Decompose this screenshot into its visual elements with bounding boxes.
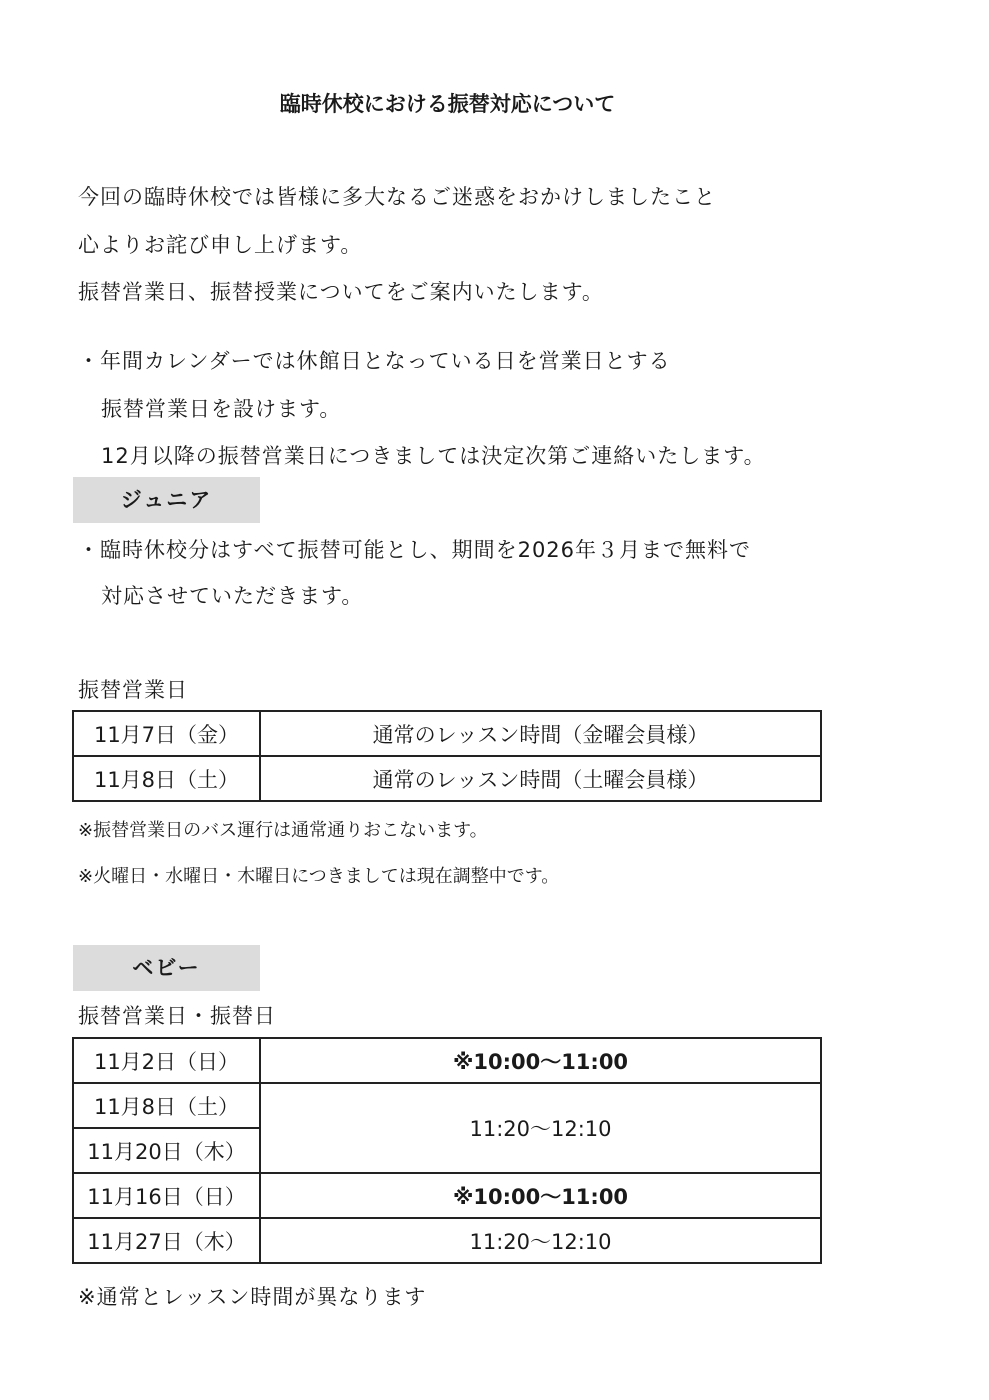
table-row [73, 1083, 821, 1128]
time-cell: ※10:00〜11:00 [260, 1038, 821, 1083]
intro-line-3: 振替営業日、振替授業についてをご案内いたします。 [78, 280, 604, 304]
page-title: 臨時休校における振替対応について [279, 92, 616, 116]
baby-note: ※通常とレッスン時間が異なります [78, 1285, 427, 1309]
date-cell: 11月16日（日） [73, 1173, 260, 1218]
lesson-cell: 通常のレッスン時間（金曜会員様） [260, 711, 821, 756]
notice-line-2: 振替営業日を設けます。 [101, 397, 342, 421]
date-cell: 11月2日（日） [73, 1038, 260, 1083]
intro-line-1: 今回の臨時休校では皆様に多大なるご迷惑をおかけしましたこと [78, 185, 716, 209]
junior-line-2: 対応させていただきます。 [101, 584, 364, 608]
time-cell: 11:20〜12:10 [260, 1083, 821, 1173]
notice-line-3: 12月以降の振替営業日につきましては決定次第ご連絡いたします。 [101, 444, 766, 468]
junior-note-2: ※火曜日・水曜日・木曜日につきましては現在調整中です。 [78, 866, 560, 887]
baby-table-caption: 振替営業日・振替日 [78, 1004, 276, 1028]
date-cell: 11月7日（金） [73, 711, 260, 756]
junior-schedule-table [72, 710, 822, 802]
date-cell: 11月8日（土） [73, 756, 260, 801]
junior-label: ジュニア [73, 477, 260, 523]
table-row [73, 1218, 821, 1263]
baby-label: ベビー [73, 945, 260, 991]
baby-schedule-table [72, 1037, 822, 1264]
date-cell: 11月20日（木） [73, 1128, 260, 1173]
table-row [73, 1173, 821, 1218]
lesson-cell: 通常のレッスン時間（土曜会員様） [260, 756, 821, 801]
time-cell: ※10:00〜11:00 [260, 1173, 821, 1218]
date-cell: 11月27日（木） [73, 1218, 260, 1263]
junior-table-caption: 振替営業日 [78, 678, 188, 702]
table-row [73, 711, 821, 756]
table-row [73, 1038, 821, 1083]
notice-line-1: ・年間カレンダーでは休館日となっている日を営業日とする [78, 349, 671, 373]
date-cell: 11月8日（土） [73, 1083, 260, 1128]
table-row [73, 756, 821, 801]
intro-line-2: 心よりお詫び申し上げます。 [78, 233, 363, 257]
junior-note-1: ※振替営業日のバス運行は通常通りおこないます。 [78, 820, 488, 841]
junior-line-1: ・臨時休校分はすべて振替可能とし、期間を2026年３月まで無料で [78, 538, 752, 562]
time-cell: 11:20〜12:10 [260, 1218, 821, 1263]
